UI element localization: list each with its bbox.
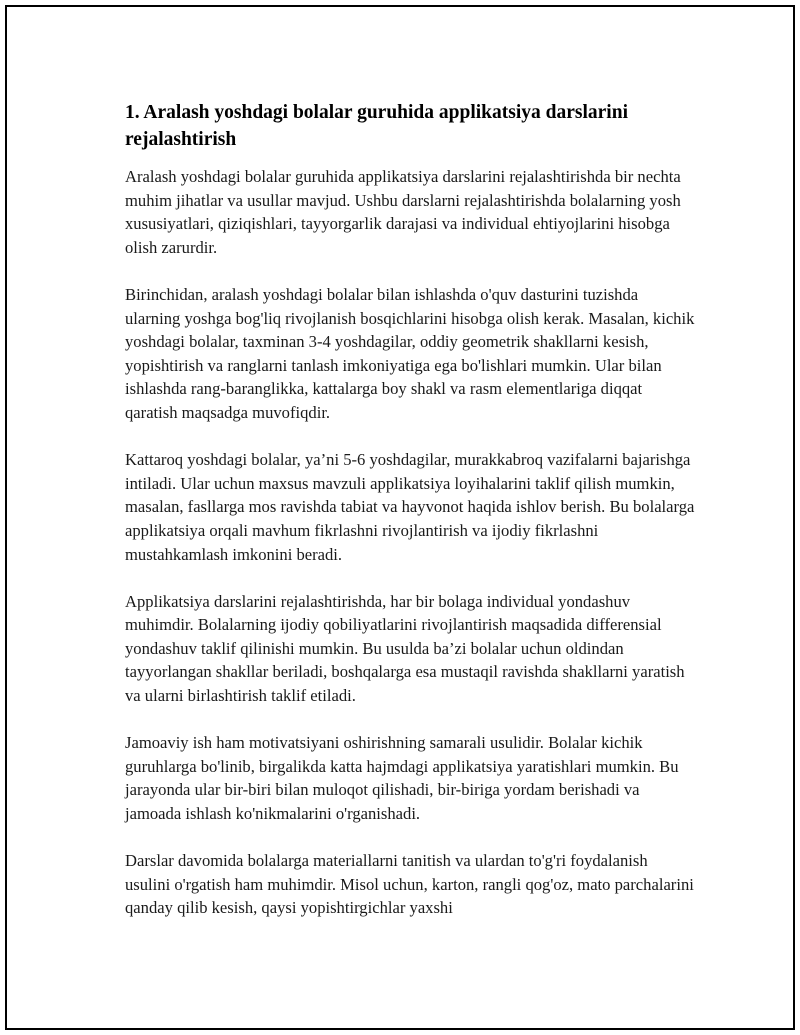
paragraph-individual-approach: Applikatsiya darslarini rejalashtirishda, har bir bolaga individual yondashuv muhimdir. Bolalarning ijodiy qobiliyatlarini rivojlantirish maqsadida differensial yondashuv taklif qilinishi mumkin. Bu usulda ba’zi bolalar uchun oldindan tayyorlangan shakllar beriladi, boshqalarga esa mustaqil ravishda shakllarni yaratish va ularni birlashtirish taklif etiladi. xyxy=(125,591,685,706)
paragraph-younger-children: Birinchidan, aralash yoshdagi bolalar bilan ishlashda o'quv dasturini tuzishda ularning yoshga bog'liq rivojlanish bosqichlarini hisobga olish kerak. Masalan, kichik yoshdagi bolalar, taxminan 3-4 yoshdagilar, oddiy geometrik shakllarni kesish, yopishtirish va ranglarni tanlash imkoniyatiga ega bo'lishlari mumkin. Ular bilan ishlashda rang-baranglikka, kattalarga boy shakl va rasm elementlariga diqqat qaratish maqsadga muvofiqdir. xyxy=(125,284,695,422)
page-frame xyxy=(5,5,795,1030)
paragraph-teamwork: Jamoaviy ish ham motivatsiyani oshirishning samarali usulidir. Bolalar kichik guruhlarga bo'linib, birgalikda katta hajmdagi applikatsiya yaratishlari mumkin. Bu jarayonda ular bir-biri bilan muloqot qilishadi, bir-biriga yordam berishadi va jamoada ishlash ko'nikmalarini o'rganishadi. xyxy=(125,733,679,824)
paragraph-materials: Darslar davomida bolalarga materiallarni tanitish va ulardan to'g'ri foydalanish usulini o'rgatish ham muhimdir. Misol uchun, karton, rangli qog'oz, mato parchalarini qanday qilib kesish, qaysi yopishtirgichlar yaxshi xyxy=(125,851,694,918)
paragraph-older-children: Kattaroq yoshdagi bolalar, ya’ni 5-6 yoshdagilar, murakkabroq vazifalarni bajarishga intiladi. Ular uchun maxsus mavzuli applikatsiya loyihalarini taklif qilish mumkin, masalan, fasllarga mos ravishda tabiat va hayvonot haqida ishlov berish. Bu bolalarga applikatsiya orqali mavhum fikrlashni rivojlantirish va ijodiy fikrlashni mustahkamlash imkonini beradi. xyxy=(125,450,695,564)
document-body xyxy=(125,99,695,944)
document-title: 1. Aralash yoshdagi bolalar guruhida applikatsiya darslarini rejalashtirish xyxy=(125,102,628,150)
paragraph-intro: Aralash yoshdagi bolalar guruhida applikatsiya darslarini rejalashtirishda bir nechta muhim jihatlar va usullar mavjud. Ushbu darslarni rejalashtirishda bolalarning yosh xususiyatlari, qiziqishlari, tayyorgarlik darajasi va individual ehtiyojlarini hisobga olish zarurdir. xyxy=(125,167,681,257)
